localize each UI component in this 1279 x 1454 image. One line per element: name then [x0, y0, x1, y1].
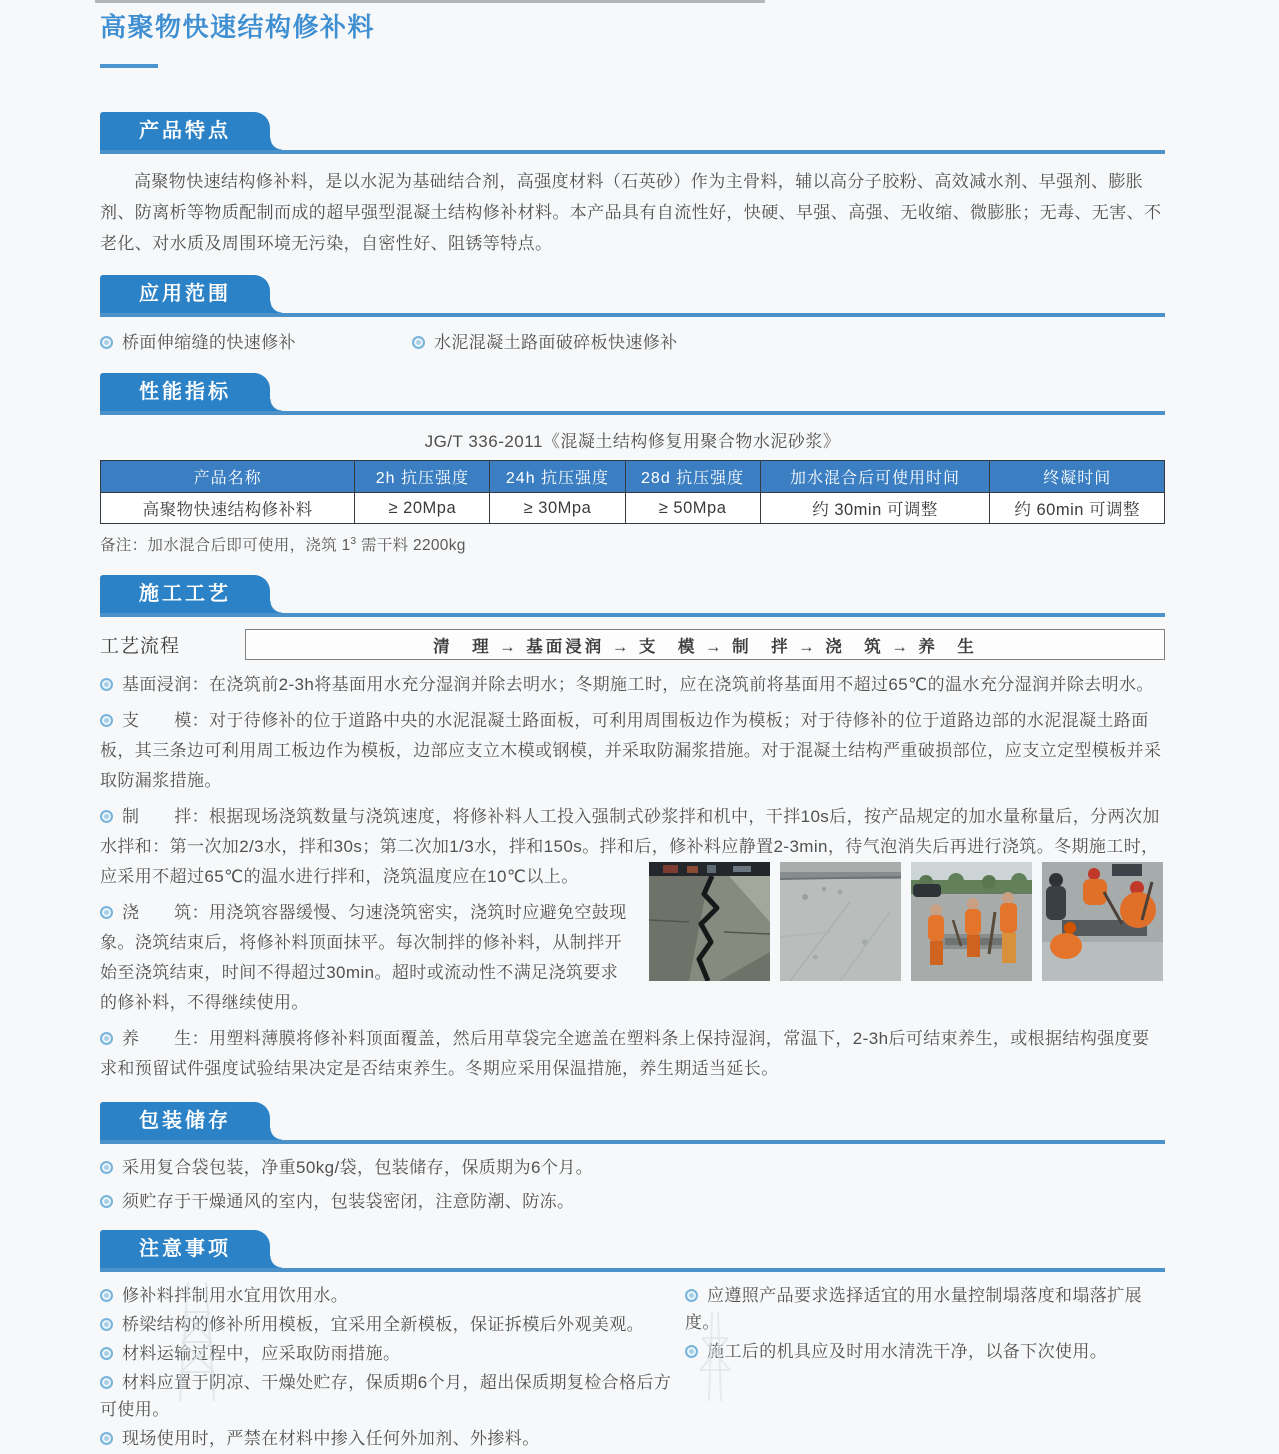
watermark-pole-sketch [692, 1312, 736, 1401]
construction-step [100, 670, 1165, 700]
datasheet-page [100, 10, 1165, 1454]
table-cell: 约 60min 可调整 [990, 493, 1165, 524]
list-item [100, 1425, 685, 1452]
section-header-applications [100, 275, 1165, 317]
application-item-label: 水泥混凝土路面破碎板快速修补 [434, 333, 678, 352]
table-header-cell: 28d 抗压强度 [625, 461, 760, 493]
list-item [685, 1282, 1165, 1336]
table-header-cell: 加水混合后可使用时间 [760, 461, 990, 493]
bullet-ring-icon [100, 1161, 113, 1174]
step-text: 制 拌：根据现场浇筑数量与浇筑速度，将修补料人工投入强制式砂浆拌和机中，干拌10s后，按产品规定的加水量称量后，分两次加水拌和：第一次加2/3水，拌和30s；第二次加1/3水，拌和150s。拌和后，修补料应静置2-3min，待气泡消失后再进行浇筑。冬期施工时，应采用不超过65℃的温水进行拌和，浇筑温度应在10℃以上。 [100, 807, 1160, 886]
screenshot-edge-artifact [95, 0, 765, 3]
packaging-item-label: 采用复合袋包装，净重50kg/袋，包装储存，保质期为6个月。 [122, 1158, 594, 1177]
note-text: 需干料 2200kg [356, 537, 466, 554]
bullet-ring-icon [100, 810, 113, 823]
process-flow-row [100, 629, 1165, 660]
list-item [685, 1338, 1165, 1365]
features-body: 高聚物快速结构修补料，是以水泥为基础结合剂，高强度材料（石英砂）作为主骨料，辅以高分子胶粉、高效减水剂、早强剂、膨胀剂、防离析等物质配制而成的超早强型混凝土结构修补材料。本产品具有自流性好，快硬、早强、高强、无收缩、微膨胀；无毒、无害、不老化、对水质及周围环境无污染，自密性好、阻锈等特点。 [100, 172, 1162, 253]
bullet-ring-icon [100, 1318, 113, 1331]
list-item [100, 329, 412, 357]
section-header-packaging [100, 1102, 1165, 1144]
note-text: 备注：加水混合后即可使用，浇筑 1 [100, 537, 351, 554]
table-header-cell: 终凝时间 [990, 461, 1165, 493]
table-cell: ≥ 50Mpa [625, 493, 760, 524]
section-header-notes [100, 1230, 1165, 1272]
application-item-label: 桥面伸缩缝的快速修补 [122, 333, 296, 352]
packaging-item-label: 须贮存于干燥通风的室内，包装袋密闭，注意防潮、防冻。 [122, 1192, 575, 1211]
section-heading-packaging: 包装储存 [100, 1102, 270, 1140]
applications-list [100, 329, 1165, 357]
photo-pavement-crack-light [780, 862, 901, 981]
section-heading-applications: 应用范围 [100, 275, 270, 313]
note-item-label: 现场使用时，严禁在材料中掺入任何外加剂、外掺料。 [122, 1429, 540, 1448]
notes-list [100, 1282, 1165, 1454]
bullet-ring-icon [100, 1032, 113, 1045]
section-header-features [100, 112, 1165, 154]
title-underline [100, 64, 158, 68]
bullet-ring-icon [100, 1347, 113, 1360]
note-item-label: 材料运输过程中，应采取防雨措施。 [122, 1344, 401, 1363]
section-heading-features: 产品特点 [100, 112, 270, 150]
table-cell: 约 30min 可调整 [760, 493, 990, 524]
process-flow-box: 清 理 → 基面浸润 → 支 模 → 制 拌 → 浇 筑 → 养 生 [245, 629, 1165, 660]
list-item [100, 1154, 1165, 1182]
step-text: 养 生：用塑料薄膜将修补料顶面覆盖，然后用草袋完全遮盖在塑料条上保持湿润，常温下，2-3h后可结束养生，或根据结构强度要求和预留试件强度试验结果决定是否结束养生。冬期应采用保温措施，养生期适当延长。 [100, 1029, 1150, 1078]
section-heading-performance: 性能指标 [100, 373, 270, 411]
table-header-cell: 2h 抗压强度 [355, 461, 490, 493]
note-item-label: 材料应置于阴凉、干燥处贮存，保质期6个月，超出保质期复检合格后方可使用。 [100, 1373, 672, 1419]
list-item [412, 329, 678, 357]
note-item-label: 修补料拌制用水宜用饮用水。 [122, 1286, 349, 1305]
note-superscript: 3 [350, 535, 357, 547]
table-header-cell: 24h 抗压强度 [490, 461, 625, 493]
section-heading-construction: 施工工艺 [100, 575, 270, 613]
photo-repair-crew-closeup [1042, 862, 1163, 981]
bullet-ring-icon [100, 1376, 113, 1389]
process-flow-label: 工艺流程 [100, 636, 181, 657]
section-header-performance [100, 373, 1165, 415]
standard-reference: JG/T 336-2011《混凝土结构修复用聚合物水泥砂浆》 [424, 432, 841, 451]
table-cell: 高聚物快速结构修补料 [101, 493, 355, 524]
table-cell: ≥ 20Mpa [355, 493, 490, 524]
table-cell: ≥ 30Mpa [490, 493, 625, 524]
notes-column-right [685, 1282, 1165, 1454]
construction-photos [649, 862, 1165, 981]
bullet-ring-icon [100, 906, 113, 919]
table-note [100, 533, 1165, 555]
bullet-ring-icon [412, 336, 425, 349]
bullet-ring-icon [100, 1195, 113, 1208]
note-item-label: 桥梁结构的修补所用模板，宜采用全新模板，保证拆模后外观美观。 [122, 1315, 644, 1334]
bullet-ring-icon [100, 678, 113, 691]
bullet-ring-icon [100, 336, 113, 349]
construction-step [100, 706, 1165, 796]
step-text: 浇 筑：用浇筑容器缓慢、匀速浇筑密实，浇筑时应避免空鼓现象。浇筑结束后，将修补料顶面抹平。每次制拌的修补料，从制拌开始至浇筑结束，时间不得超过30min。超时或流动性不满足浇筑要求的修补料，不得继续使用。 [100, 903, 627, 1012]
construction-step [100, 1024, 1165, 1084]
photo-road-repair-workers [911, 862, 1032, 981]
note-item-label: 施工后的机具应及时用水清洗干净，以备下次使用。 [707, 1342, 1108, 1361]
list-item [100, 1188, 1165, 1216]
performance-table [100, 460, 1165, 524]
page-title: 高聚物快速结构修补料 [100, 12, 376, 42]
note-item-label: 应遵照产品要求选择适宜的用水量控制塌落度和塌落扩展度。 [685, 1286, 1142, 1332]
bullet-ring-icon [100, 714, 113, 727]
step-text: 基面浸润：在浇筑前2-3h将基面用水充分湿润并除去明水；冬期施工时，应在浇筑前将基面用不超过65℃的温水充分湿润并除去明水。 [122, 675, 1154, 694]
bullet-ring-icon [100, 1432, 113, 1445]
section-header-construction [100, 575, 1165, 617]
table-header-cell: 产品名称 [101, 461, 355, 493]
construction-step [100, 898, 1165, 1018]
photo-pavement-crack-dark [649, 862, 770, 981]
bullet-ring-icon [685, 1289, 698, 1302]
section-heading-notes: 注意事项 [100, 1230, 270, 1268]
bullet-ring-icon [100, 1289, 113, 1302]
table-header-row [101, 461, 1165, 493]
table-row [101, 493, 1165, 524]
step-text: 支 模：对于待修补的位于道路中央的水泥混凝土路面板，可利用周围板边作为模板；对于待修补的位于道路边部的水泥混凝土路面板，其三条边可利用周工板边作为模板，边部应支立木模或钢模，并采取防漏浆措施。对于混凝土结构严重破损部位，应支立定型模板并采取防漏浆措施。 [100, 711, 1162, 790]
watermark-tower-sketch [158, 1282, 236, 1401]
